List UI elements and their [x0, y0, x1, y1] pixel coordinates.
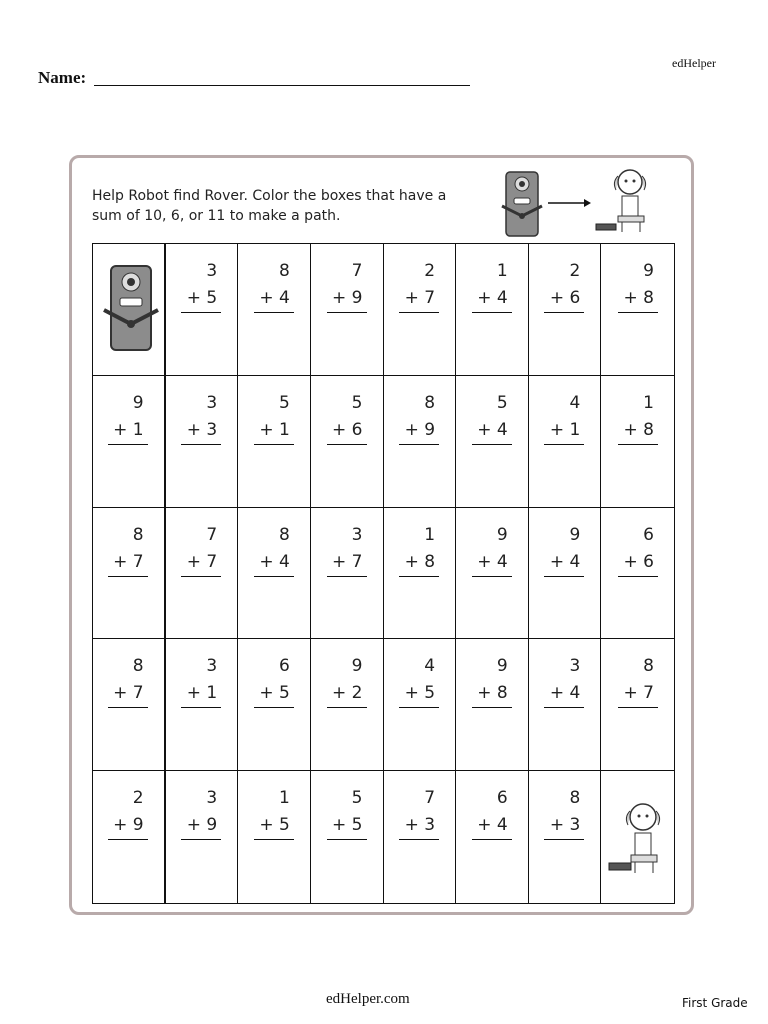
problem-cell[interactable] [456, 244, 529, 376]
robot-icon [101, 262, 161, 359]
problem-cell[interactable] [93, 508, 166, 640]
cell-rover-goal[interactable] [601, 771, 674, 903]
addend-bottom: + 3 [399, 811, 439, 840]
problem-cell[interactable] [456, 771, 529, 903]
problem-cell[interactable] [311, 771, 384, 903]
problem-cell[interactable] [601, 376, 674, 508]
problem-cell[interactable] [238, 376, 311, 508]
addition-problem [472, 390, 512, 445]
problem-cell[interactable] [238, 244, 311, 376]
addend-top: 5 [279, 392, 290, 413]
addend-top: 3 [206, 392, 218, 413]
addend-top: 8 [279, 524, 290, 545]
addend-bottom: + 6 [327, 416, 367, 445]
addition-problem [399, 785, 439, 840]
addition-problem [327, 390, 367, 445]
addend-top: 9 [569, 524, 581, 545]
problem-cell[interactable] [238, 508, 311, 640]
addition-problem [181, 258, 221, 313]
addend-bottom: + 7 [108, 679, 148, 708]
addend-top: 3 [206, 788, 218, 809]
addend-bottom: + 3 [544, 811, 584, 840]
problem-cell[interactable] [166, 244, 239, 376]
addend-bottom: + 9 [181, 811, 221, 840]
problem-cell[interactable] [311, 376, 384, 508]
problem-cell[interactable] [166, 376, 239, 508]
problem-cell[interactable] [311, 508, 384, 640]
addend-bottom: + 9 [327, 284, 367, 313]
addition-problem [327, 522, 367, 577]
addend-bottom: + 8 [399, 548, 439, 577]
addition-problem [181, 390, 221, 445]
addend-top: 4 [569, 392, 581, 413]
addend-top: 5 [496, 392, 508, 413]
addend-top: 2 [424, 261, 436, 281]
problem-cell[interactable] [529, 771, 602, 903]
addition-problem [327, 653, 367, 708]
addend-top: 6 [279, 656, 290, 677]
addend-bottom: + 1 [544, 416, 584, 445]
addition-problem [544, 653, 584, 708]
addend-bottom: + 4 [472, 416, 512, 445]
addend-top: 9 [496, 656, 508, 677]
addition-problem [399, 258, 439, 313]
dog-icon [592, 166, 658, 243]
addend-top: 8 [643, 656, 654, 677]
addend-bottom: + 4 [544, 679, 584, 708]
addition-problem [108, 390, 148, 445]
problem-cell[interactable] [166, 508, 239, 640]
addend-bottom: + 7 [327, 548, 367, 577]
addition-problem [544, 785, 584, 840]
addition-problem [181, 522, 221, 577]
cell-robot-start[interactable] [93, 244, 166, 376]
addend-top: 9 [643, 261, 654, 281]
addend-top: 9 [496, 524, 508, 545]
addition-problem [254, 390, 294, 445]
addition-problem [472, 258, 512, 313]
problem-cell[interactable] [456, 376, 529, 508]
addition-problem [544, 258, 584, 313]
addend-bottom: + 7 [399, 284, 439, 313]
addend-top: 8 [424, 392, 436, 413]
problem-cell[interactable] [456, 639, 529, 771]
addition-problem [544, 522, 584, 577]
addend-bottom: + 5 [399, 679, 439, 708]
problem-cell[interactable] [238, 771, 311, 903]
addend-top: 3 [206, 261, 218, 281]
addend-bottom: + 5 [181, 284, 221, 313]
addition-problem [181, 785, 221, 840]
name-label: Name: [38, 68, 87, 87]
addend-bottom: + 4 [254, 548, 294, 577]
addend-bottom: + 4 [472, 548, 512, 577]
addend-bottom: + 3 [181, 416, 221, 445]
addend-top: 1 [279, 788, 290, 809]
footer-grade: First Grade [682, 996, 748, 1010]
addition-problem [618, 390, 658, 445]
addition-problem [399, 522, 439, 577]
addend-bottom: + 6 [618, 548, 658, 577]
addition-problem [254, 785, 294, 840]
addend-top: 1 [643, 392, 654, 413]
problem-cell[interactable] [238, 639, 311, 771]
addend-top: 2 [569, 261, 581, 281]
problem-cell[interactable] [601, 639, 674, 771]
addition-problem [254, 258, 294, 313]
addend-bottom: + 7 [108, 548, 148, 577]
addend-bottom: + 2 [327, 679, 367, 708]
addition-problem [618, 653, 658, 708]
addend-bottom: + 1 [181, 679, 221, 708]
problem-cell[interactable] [456, 508, 529, 640]
problem-cell[interactable] [529, 508, 602, 640]
addend-top: 6 [643, 524, 654, 545]
addend-top: 7 [206, 524, 218, 545]
problem-cell[interactable] [384, 244, 457, 376]
addition-problem [327, 785, 367, 840]
addend-bottom: + 5 [254, 679, 294, 708]
addition-problem [472, 785, 512, 840]
addend-bottom: + 1 [108, 416, 148, 445]
addend-top: 1 [496, 261, 508, 281]
problem-cell[interactable] [166, 639, 239, 771]
problem-cell[interactable] [311, 639, 384, 771]
problem-cell[interactable] [384, 771, 457, 903]
addend-top: 7 [351, 261, 363, 281]
addition-problem [254, 653, 294, 708]
arrow-icon [546, 196, 592, 214]
addend-bottom: + 7 [618, 679, 658, 708]
addition-problem [472, 522, 512, 577]
addend-bottom: + 4 [544, 548, 584, 577]
problem-cell[interactable] [384, 639, 457, 771]
addition-problem [618, 522, 658, 577]
addend-top: 9 [351, 656, 363, 677]
dog-icon [607, 799, 669, 884]
addend-top: 2 [132, 788, 144, 809]
addend-bottom: + 4 [254, 284, 294, 313]
problem-grid [92, 243, 675, 904]
addend-bottom: + 4 [472, 284, 512, 313]
addend-top: 8 [132, 524, 144, 545]
addend-top: 5 [351, 788, 363, 809]
problem-cell[interactable] [529, 376, 602, 508]
addend-top: 8 [132, 656, 144, 677]
instructions: Help Robot find Rover. Color the boxes that have a sum of 10, 6, or 11 to make a path. [92, 188, 447, 224]
addend-top: 9 [132, 392, 144, 413]
addend-top: 8 [279, 261, 290, 281]
problem-cell[interactable] [93, 376, 166, 508]
addition-problem [254, 522, 294, 577]
robot-icon [500, 170, 544, 245]
addend-top: 6 [496, 788, 508, 809]
problem-cell[interactable] [529, 639, 602, 771]
addition-problem [108, 522, 148, 577]
problem-cell[interactable] [601, 508, 674, 640]
addition-problem [327, 258, 367, 313]
addend-top: 3 [206, 656, 218, 677]
addend-bottom: + 8 [472, 679, 512, 708]
problem-cell[interactable] [601, 244, 674, 376]
problem-cell[interactable] [529, 244, 602, 376]
addend-top: 3 [569, 656, 581, 677]
addend-bottom: + 9 [108, 811, 148, 840]
addition-problem [472, 653, 512, 708]
addend-bottom: + 9 [399, 416, 439, 445]
problem-cell[interactable] [166, 771, 239, 903]
addition-problem [618, 258, 658, 313]
brand-header: edHelper [672, 56, 716, 70]
addition-problem [181, 653, 221, 708]
footer-brand: edHelper.com [326, 991, 410, 1007]
addition-problem [108, 785, 148, 840]
addend-bottom: + 8 [618, 284, 658, 313]
addend-bottom: + 8 [618, 416, 658, 445]
addition-problem [399, 653, 439, 708]
addition-problem [108, 653, 148, 708]
addend-bottom: + 6 [544, 284, 584, 313]
addend-top: 3 [351, 524, 363, 545]
addend-bottom: + 5 [327, 811, 367, 840]
problem-cell[interactable] [311, 244, 384, 376]
addend-bottom: + 1 [254, 416, 294, 445]
addend-bottom: + 7 [181, 548, 221, 577]
problem-cell[interactable] [384, 376, 457, 508]
problem-cell[interactable] [384, 508, 457, 640]
addend-bottom: + 4 [472, 811, 512, 840]
addend-bottom: + 5 [254, 811, 294, 840]
name-line[interactable] [94, 85, 470, 86]
addition-problem [399, 390, 439, 445]
addend-top: 7 [424, 788, 436, 809]
addend-top: 5 [351, 392, 363, 413]
addend-top: 4 [424, 656, 436, 677]
problem-cell[interactable] [93, 639, 166, 771]
addend-top: 1 [424, 524, 436, 545]
addend-top: 8 [569, 788, 581, 809]
addition-problem [544, 390, 584, 445]
problem-cell[interactable] [93, 771, 166, 903]
